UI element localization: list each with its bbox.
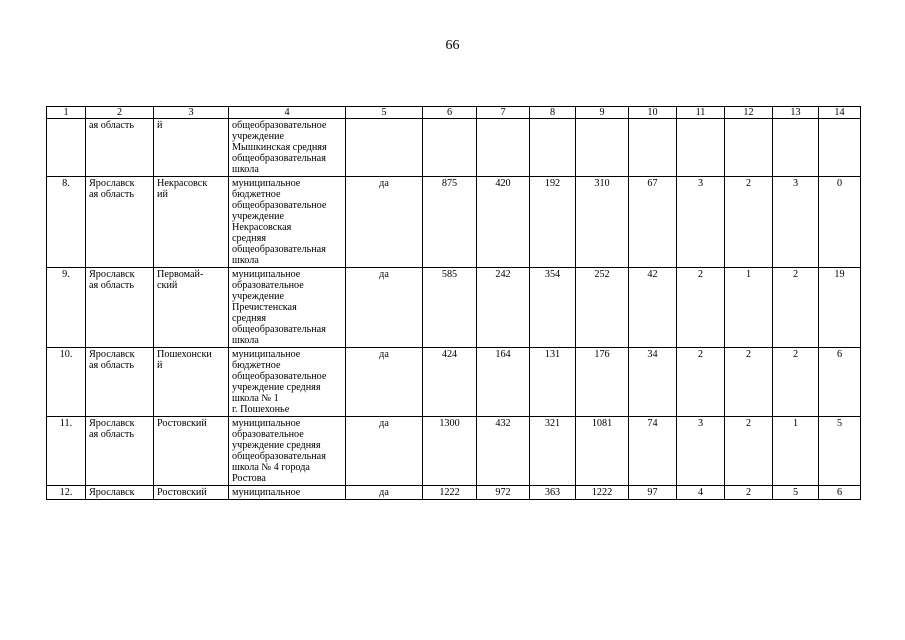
value-cell-8: 321 (530, 417, 576, 486)
value-cell-8: 192 (530, 177, 576, 268)
value-cell-9: 1222 (576, 486, 629, 500)
column-header-1: 1 (47, 107, 86, 119)
value-cell-10: 42 (629, 268, 677, 348)
row-number (47, 119, 86, 177)
value-cell-11: 4 (677, 486, 725, 500)
flag-cell (346, 119, 423, 177)
value-cell-9 (576, 119, 629, 177)
value-cell-6: 585 (423, 268, 477, 348)
flag-cell: да (346, 268, 423, 348)
column-header-9: 9 (576, 107, 629, 119)
column-header-6: 6 (423, 107, 477, 119)
value-cell-13: 5 (773, 486, 819, 500)
district-cell: Первомай- ский (154, 268, 229, 348)
value-cell-11: 2 (677, 348, 725, 417)
value-cell-8: 131 (530, 348, 576, 417)
row-number: 8. (47, 177, 86, 268)
value-cell-8: 354 (530, 268, 576, 348)
district-cell: Некрасовск ий (154, 177, 229, 268)
region-cell: ая область (86, 119, 154, 177)
table-header-row (47, 107, 861, 119)
district-cell: Ростовский (154, 486, 229, 500)
value-cell-12: 2 (725, 486, 773, 500)
value-cell-10: 34 (629, 348, 677, 417)
value-cell-12: 2 (725, 348, 773, 417)
value-cell-6: 875 (423, 177, 477, 268)
institution-cell: общеобразовательное учреждение Мышкинская средняя общеобразовательная школа (229, 119, 346, 177)
column-header-13: 13 (773, 107, 819, 119)
table-row (47, 177, 861, 268)
table-row (47, 486, 861, 500)
data-table (46, 106, 861, 500)
value-cell-13: 1 (773, 417, 819, 486)
district-cell: й (154, 119, 229, 177)
value-cell-9: 310 (576, 177, 629, 268)
row-number: 9. (47, 268, 86, 348)
value-cell-11 (677, 119, 725, 177)
value-cell-10: 97 (629, 486, 677, 500)
value-cell-12: 1 (725, 268, 773, 348)
value-cell-8 (530, 119, 576, 177)
region-cell: Ярославск ая область (86, 268, 154, 348)
value-cell-14: 6 (819, 486, 861, 500)
institution-cell: муниципальное образовательное учреждение Пречистенская средняя общеобразовательная школа (229, 268, 346, 348)
column-header-11: 11 (677, 107, 725, 119)
column-header-4: 4 (229, 107, 346, 119)
value-cell-11: 2 (677, 268, 725, 348)
value-cell-13: 3 (773, 177, 819, 268)
value-cell-13: 2 (773, 348, 819, 417)
column-header-3: 3 (154, 107, 229, 119)
column-header-10: 10 (629, 107, 677, 119)
row-number: 12. (47, 486, 86, 500)
column-header-2: 2 (86, 107, 154, 119)
flag-cell: да (346, 177, 423, 268)
value-cell-10 (629, 119, 677, 177)
flag-cell: да (346, 417, 423, 486)
column-header-8: 8 (530, 107, 576, 119)
district-cell: Ростовский (154, 417, 229, 486)
value-cell-9: 1081 (576, 417, 629, 486)
table-row (47, 119, 861, 177)
region-cell: Ярославск (86, 486, 154, 500)
value-cell-13: 2 (773, 268, 819, 348)
table-row (47, 417, 861, 486)
institution-cell: муниципальное (229, 486, 346, 500)
table-row (47, 268, 861, 348)
value-cell-7: 164 (477, 348, 530, 417)
column-header-14: 14 (819, 107, 861, 119)
value-cell-14: 19 (819, 268, 861, 348)
region-cell: Ярославск ая область (86, 177, 154, 268)
value-cell-14: 0 (819, 177, 861, 268)
page-number: 66 (445, 38, 460, 53)
value-cell-7: 972 (477, 486, 530, 500)
value-cell-11: 3 (677, 417, 725, 486)
value-cell-7: 242 (477, 268, 530, 348)
value-cell-6: 1300 (423, 417, 477, 486)
institution-cell: муниципальное бюджетное общеобразовательное учреждение Некрасовская средняя общеобразовательная школа (229, 177, 346, 268)
row-number: 10. (47, 348, 86, 417)
value-cell-12: 2 (725, 177, 773, 268)
value-cell-11: 3 (677, 177, 725, 268)
region-cell: Ярославск ая область (86, 348, 154, 417)
value-cell-9: 252 (576, 268, 629, 348)
value-cell-7 (477, 119, 530, 177)
value-cell-14 (819, 119, 861, 177)
flag-cell: да (346, 486, 423, 500)
column-header-7: 7 (477, 107, 530, 119)
value-cell-7: 432 (477, 417, 530, 486)
column-header-5: 5 (346, 107, 423, 119)
value-cell-6: 424 (423, 348, 477, 417)
value-cell-6 (423, 119, 477, 177)
table-row (47, 348, 861, 417)
district-cell: Пошехонски й (154, 348, 229, 417)
column-header-12: 12 (725, 107, 773, 119)
region-cell: Ярославск ая область (86, 417, 154, 486)
value-cell-12 (725, 119, 773, 177)
value-cell-13 (773, 119, 819, 177)
value-cell-6: 1222 (423, 486, 477, 500)
value-cell-9: 176 (576, 348, 629, 417)
value-cell-12: 2 (725, 417, 773, 486)
value-cell-7: 420 (477, 177, 530, 268)
value-cell-14: 6 (819, 348, 861, 417)
row-number: 11. (47, 417, 86, 486)
value-cell-8: 363 (530, 486, 576, 500)
value-cell-10: 74 (629, 417, 677, 486)
value-cell-14: 5 (819, 417, 861, 486)
flag-cell: да (346, 348, 423, 417)
value-cell-10: 67 (629, 177, 677, 268)
institution-cell: муниципальное бюджетное общеобразовательное учреждение средняя школа № 1 г. Пошехонье (229, 348, 346, 417)
institution-cell: муниципальное образовательное учреждение средняя общеобразовательная школа № 4 города Ростова (229, 417, 346, 486)
